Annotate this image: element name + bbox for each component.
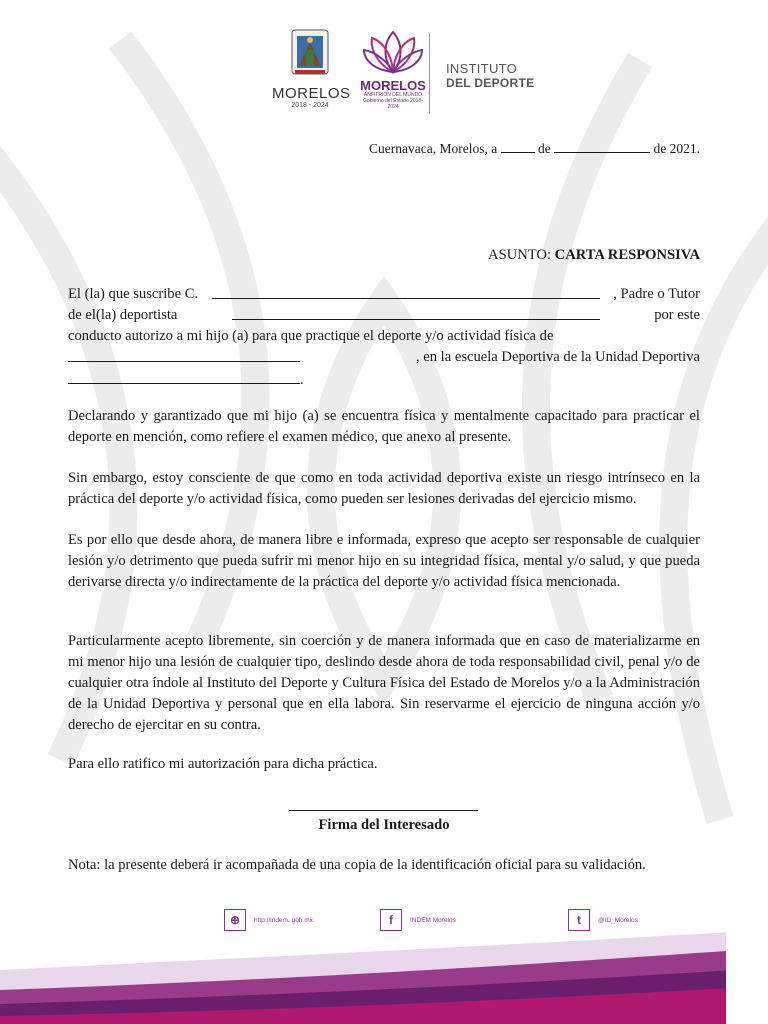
intro-text-1b: , Padre o Tutor xyxy=(613,286,700,302)
athlete-name-blank xyxy=(232,305,600,320)
unit-blank xyxy=(68,369,300,384)
header-divider xyxy=(429,33,430,113)
date-prefix: Cuernavaca, Morelos, a xyxy=(369,141,498,156)
body-paragraph-5: Para ello ratifico mi autorización para dicha práctica. xyxy=(68,756,378,772)
intro-paragraph xyxy=(68,284,700,391)
morelos-state-logo xyxy=(272,28,351,114)
note-text: Nota: la presente deberá ir acompañada de una copia de la identificación oficial para su validación. xyxy=(68,857,646,873)
intro-text-1a: El (la) que suscribe C. xyxy=(68,286,199,302)
intro-text-3: conducto autorizo a mi hijo (a) para que practique el deporte y/o actividad física de xyxy=(68,328,554,344)
signature-label: Firma del Interesado xyxy=(318,817,450,833)
body-paragraph-1: Declarando y garantizado que mi hijo (a) se encuentra física y mentalmente capacitado para practicar el deporte en mención, como refiere el examen médico, que anexo al presente. xyxy=(68,408,700,445)
facebook-link[interactable]: INDEM Morelos xyxy=(410,916,456,924)
month-blank xyxy=(554,138,650,153)
footer-twitter[interactable] xyxy=(568,907,638,933)
facebook-icon: f xyxy=(380,909,402,931)
body-paragraph-4: Particularmente acepto libremente, sin coerción y de manera informada que en caso de materializarme en mi menor hijo una lesión de cualquier tipo, deslindo desde ahora de toda responsabilidad civil, penal y/o de cualquier otra índole al Instituto del Deporte y Cultura Física del Estado de Morelos y/o a la Administración de la Unidad Deportiva y personal que en ella labora. Sin reservarme el ejercicio de ninguna acción y/o derecho de ejercitar en su contra. xyxy=(68,633,700,733)
subject-value: CARTA RESPONSIVA xyxy=(554,247,700,263)
morelos-logo-name: MORELOS xyxy=(272,85,351,102)
signature-line xyxy=(289,810,478,811)
body-paragraph-2: Sin embargo, estoy consciente de que como en toda actividad deportiva existe un riesgo intrínseco en la práctica del deporte y/o actividad física, como pueden ser lesiones derivadas del ejercicio mismo. xyxy=(68,470,700,507)
guardian-name-blank xyxy=(212,284,600,299)
date-mid: de xyxy=(538,141,551,156)
coat-of-arms-icon xyxy=(289,28,331,78)
footer-website[interactable] xyxy=(224,907,313,933)
morelos-logo-years: 2018 - 2024 xyxy=(291,102,329,109)
day-blank xyxy=(501,138,535,153)
intro-text-2a: de el(la) deportista xyxy=(68,307,178,323)
globe-icon: ⊕ xyxy=(224,909,246,931)
institute-line-2: DEL DEPORTE xyxy=(446,76,535,90)
intro-text-2b: por este xyxy=(654,307,700,323)
sport-blank xyxy=(68,347,300,362)
brand-logo-tagline: ANFITRIÓN DEL MUNDO xyxy=(363,92,423,98)
institute-line-1: INSTITUTO xyxy=(446,61,518,76)
twitter-link[interactable]: @ID_Morelos xyxy=(598,916,638,924)
twitter-icon: t xyxy=(568,909,590,931)
body-paragraph-3: Es por ello que desde ahora, de manera libre e informada, expreso que acepto ser responsable de cualquier lesión y/o detrimento que pueda sufrir mi menor hijo en su integridad física, mental y/o salud, y que pueda derivarse directa y/o indirectamente de la práctica del deporte y/o actividad física mencionada. xyxy=(68,532,700,590)
subject-line xyxy=(488,247,700,264)
brand-logo-name: MORELOS xyxy=(360,78,426,93)
date-line xyxy=(369,138,700,157)
institute-name xyxy=(446,62,534,90)
lotus-flower-icon xyxy=(362,28,424,78)
brand-logo-subtitle: Gobierno del Estado 2018-2024 xyxy=(363,98,423,110)
date-suffix: de 2021. xyxy=(653,141,700,156)
intro-text-4: , en la escuela Deportiva de la Unidad Deportiva xyxy=(415,349,700,365)
morelos-brand-logo xyxy=(358,28,428,118)
intro-text-5: . xyxy=(300,372,304,388)
footer-facebook[interactable] xyxy=(380,907,456,933)
website-link[interactable]: http://indem. gob.mx xyxy=(254,916,313,924)
subject-label: ASUNTO: xyxy=(488,247,552,263)
footer-wave xyxy=(0,930,768,1024)
